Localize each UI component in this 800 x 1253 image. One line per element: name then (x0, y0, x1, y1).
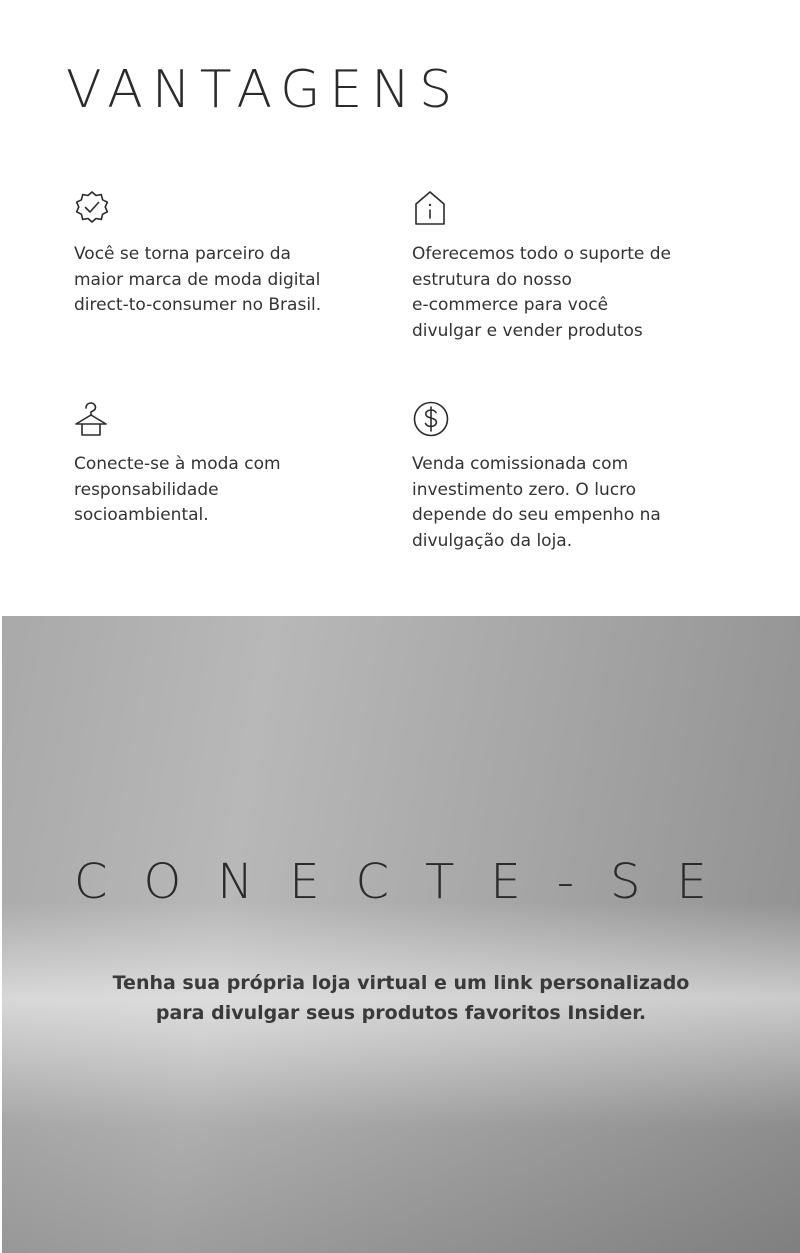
connect-title: CONECTE-SE (74, 854, 743, 910)
verified-badge-icon (74, 190, 110, 231)
benefit-support-text: Oferecemos todo o suporte de estrutura do nosso e-commerce para você divulgar e vender produtos (412, 244, 671, 341)
connect-subtitle-line: para divulgar seus produtos favoritos Insider. (155, 1002, 647, 1024)
connect-banner (2, 616, 800, 1253)
connect-subtitle (2, 968, 800, 1028)
store-info-icon (412, 190, 448, 231)
benefit-commission-text: Venda comissionada com investimento zero. O lucro depende do seu empenho na divulgação da loja. (412, 454, 661, 551)
advantages-title: VANTAGENS (66, 60, 462, 120)
hanger-icon (74, 400, 110, 441)
dollar-coin-icon (412, 400, 450, 443)
benefit-sustainability-text: Conecte-se à moda com responsabilidade socioambiental. (74, 454, 281, 525)
connect-subtitle-line: Tenha sua própria loja virtual e um link personalizado (112, 972, 690, 994)
benefit-partner-text: Você se torna parceiro da maior marca de moda digital direct-to-consumer no Brasil. (74, 244, 322, 315)
